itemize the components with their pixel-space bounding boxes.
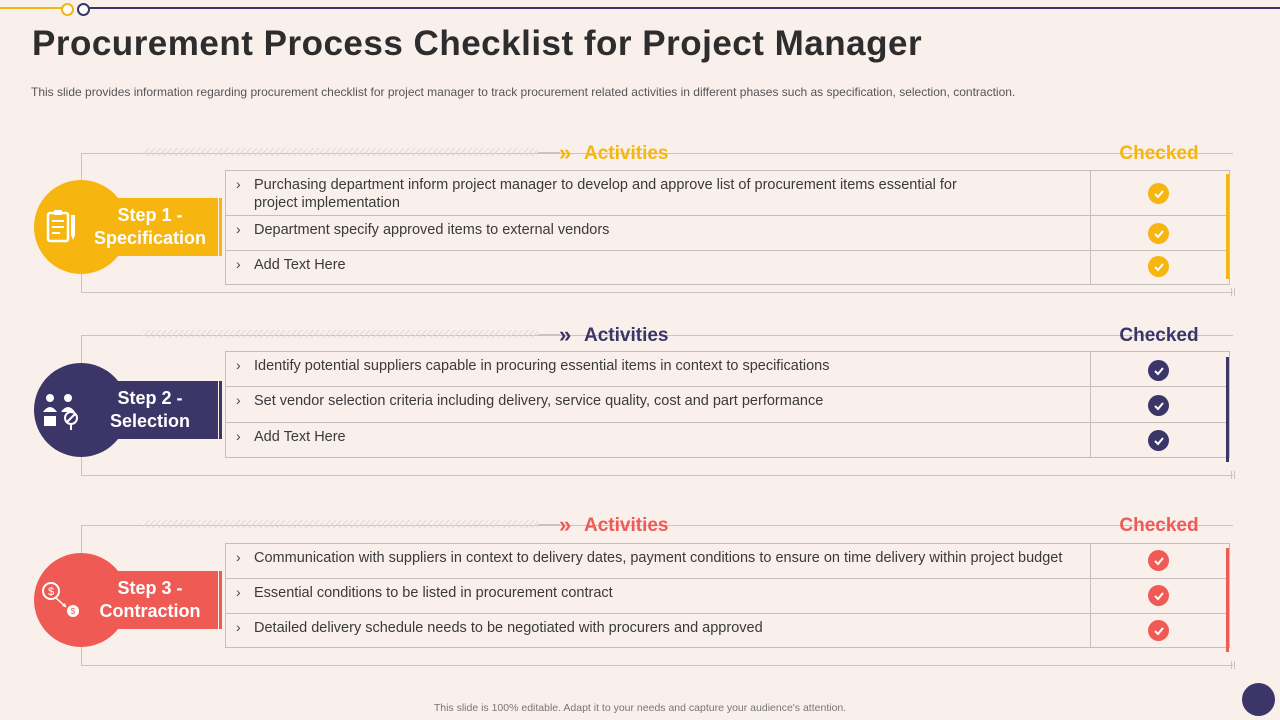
clipboard-checklist-icon [40, 207, 82, 249]
frame-end-mark [1231, 661, 1232, 669]
activity-text: Add Text Here [254, 257, 346, 273]
banner-edge [219, 571, 222, 629]
table-row [226, 578, 1229, 613]
frame-end-mark [1231, 288, 1232, 296]
row-arrow-icon: › [236, 549, 241, 565]
table-row [226, 215, 1229, 250]
top-accent-line-navy [88, 7, 1280, 9]
checkmark-icon [1148, 223, 1169, 244]
status-side-bar [1226, 548, 1229, 652]
hatch-connector [538, 334, 560, 335]
table-row [226, 250, 1229, 285]
row-arrow-icon: › [236, 619, 241, 635]
hatch-decoration [143, 330, 538, 338]
checkmark-icon [1148, 430, 1169, 451]
checkmark-icon [1148, 585, 1169, 606]
row-arrow-icon: › [236, 392, 241, 408]
money-transfer-icon [40, 580, 82, 622]
activities-header: Activities [584, 143, 669, 164]
double-chevron-icon: » [559, 140, 572, 165]
step-2-activities-table [225, 351, 1230, 458]
slide-title: Procurement Process Checklist for Project Manager [32, 24, 923, 63]
checkmark-icon [1148, 550, 1169, 571]
checked-header: Checked [1119, 515, 1199, 536]
table-row [226, 544, 1229, 578]
table-row [226, 422, 1229, 458]
activity-text: Detailed delivery schedule needs to be negotiated with procurers and approved [254, 620, 763, 636]
step-3-label: Step 3 - Contraction [82, 571, 218, 629]
activity-text: Essential conditions to be listed in procurement contract [254, 585, 613, 601]
hatch-connector [538, 524, 560, 525]
table-row [226, 386, 1229, 422]
activity-text: Communication with suppliers in context to delivery dates, payment conditions to ensure on time delivery within project budget [254, 550, 1063, 566]
checkmark-icon [1148, 395, 1169, 416]
frame-end-mark [1234, 288, 1235, 296]
frame-end-mark [1234, 661, 1235, 669]
hatch-decoration [143, 520, 538, 528]
activities-header: Activities [584, 325, 669, 346]
activity-text: Add Text Here [254, 429, 346, 445]
step-1-label: Step 1 - Specification [82, 198, 218, 256]
double-chevron-icon: » [559, 322, 572, 347]
top-accent-line-gold [0, 7, 64, 9]
checkmark-icon [1148, 256, 1169, 277]
hatch-connector [538, 152, 560, 153]
checked-header: Checked [1119, 143, 1199, 164]
step-1-activities-table [225, 170, 1230, 285]
checkmark-icon [1148, 620, 1169, 641]
activities-header: Activities [584, 515, 669, 536]
checkmark-icon [1148, 183, 1169, 204]
row-arrow-icon: › [236, 256, 241, 272]
hatch-decoration [143, 148, 538, 156]
row-arrow-icon: › [236, 357, 241, 373]
status-side-bar [1226, 174, 1229, 279]
activity-text: Department specify approved items to external vendors [254, 222, 610, 238]
row-arrow-icon: › [236, 428, 241, 444]
activity-text: Set vendor selection criteria including delivery, service quality, cost and part performance [254, 393, 824, 409]
top-accent-dot-gold [61, 3, 74, 16]
row-arrow-icon: › [236, 221, 241, 237]
frame-end-mark [1231, 471, 1232, 479]
slide-subtitle: This slide provides information regarding procurement checklist for project manager to track procurement related activities in different phases such as specification, selection, contraction. [31, 85, 1016, 99]
activity-text: Identify potential suppliers capable in procuring essential items in context to specifications [254, 358, 830, 374]
double-chevron-icon: » [559, 512, 572, 537]
table-row [226, 171, 1229, 215]
table-row [226, 613, 1229, 648]
step-3-activities-table [225, 543, 1230, 648]
status-side-bar [1226, 357, 1229, 462]
checkmark-icon [1148, 360, 1169, 381]
activity-text: Purchasing department inform project manager to develop and approve list of procurement items essential for project implementation [254, 177, 957, 211]
footer-note: This slide is 100% editable. Adapt it to your needs and capture your audience's attention. [433, 702, 847, 714]
table-row [226, 352, 1229, 386]
top-accent-dot-navy [77, 3, 90, 16]
frame-end-mark [1234, 471, 1235, 479]
corner-decoration [1242, 683, 1275, 716]
row-arrow-icon: › [236, 176, 241, 192]
svg-text:$: $ [47, 586, 55, 598]
banner-edge [219, 381, 222, 439]
step-2-label: Step 2 - Selection [82, 381, 218, 439]
svg-text:$: $ [70, 607, 76, 616]
people-selection-icon [40, 390, 82, 432]
checked-header: Checked [1119, 325, 1199, 346]
row-arrow-icon: › [236, 584, 241, 600]
banner-edge [219, 198, 222, 256]
